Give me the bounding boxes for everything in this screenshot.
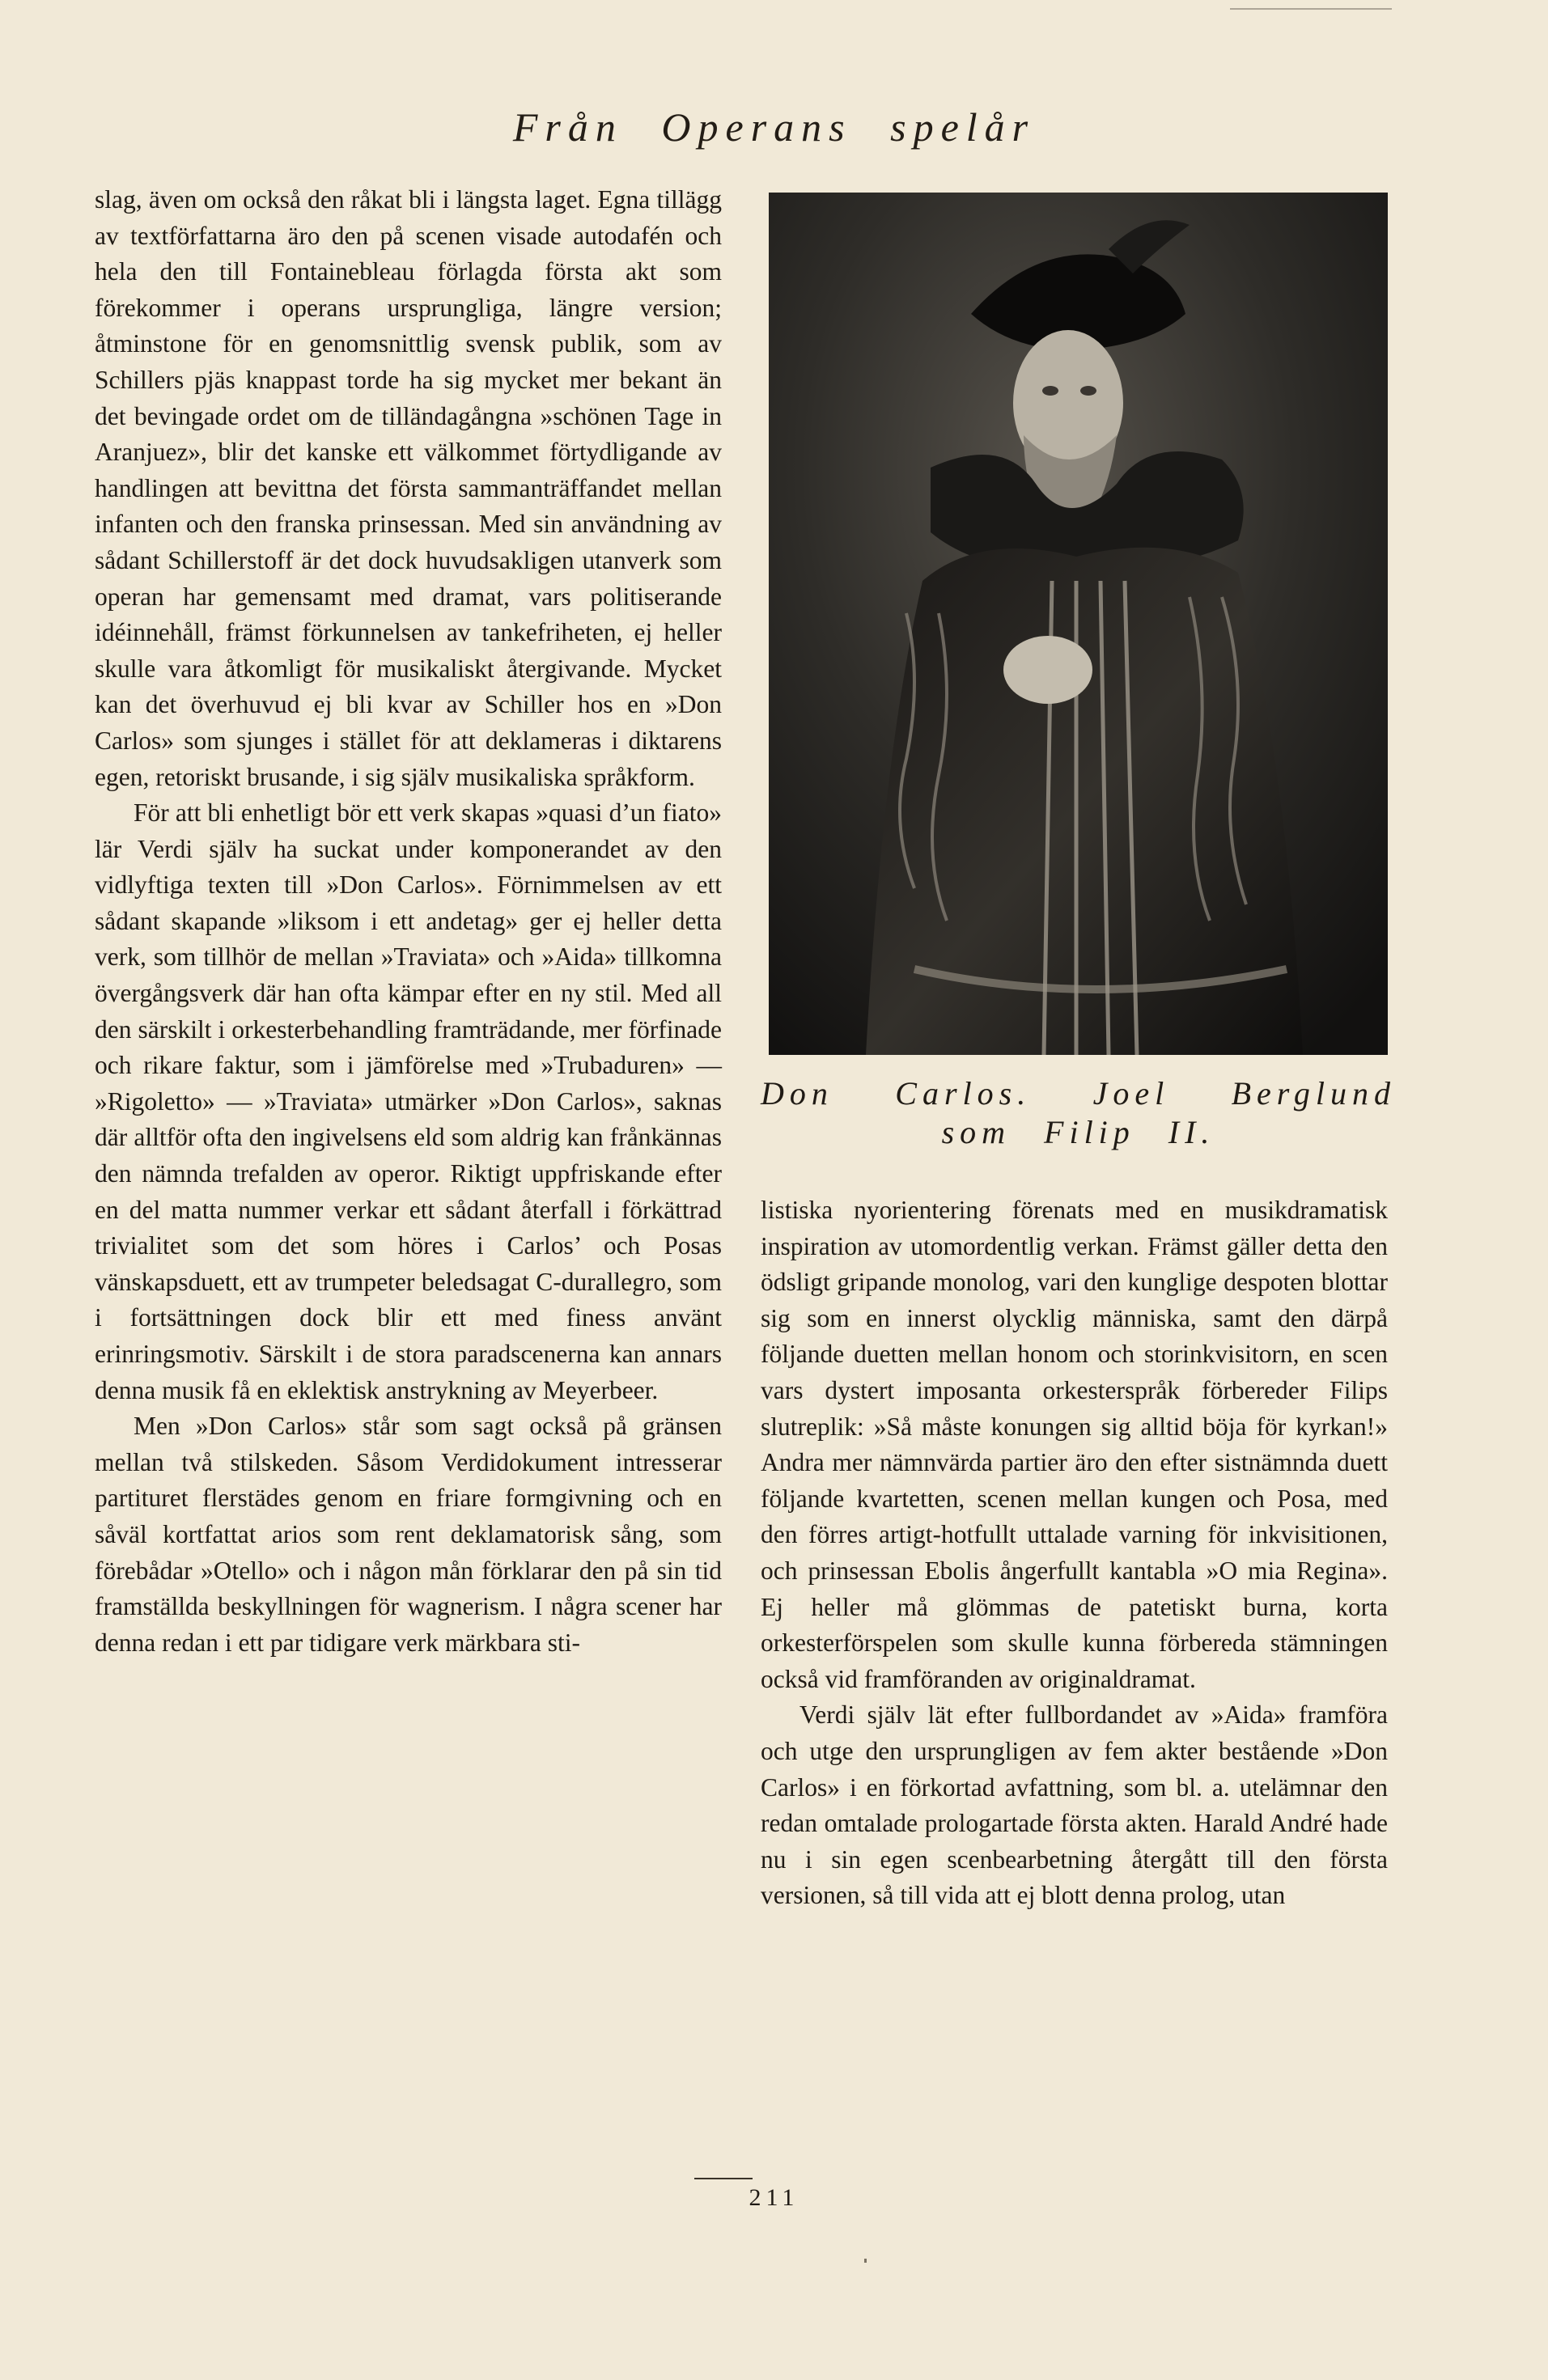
- top-edge-rule: [1230, 8, 1392, 10]
- left-text-column: [95, 182, 722, 1661]
- right-text-column: [761, 1192, 1388, 1914]
- page-number: 211: [749, 2184, 799, 2211]
- paragraph: Verdi själv lät efter fullbordandet av »Aida» framföra och utge den ursprungligen av fem akter bestående »Don Carlos» i en förkortad avfattning, som bl. a. utelämnar den redan omtalade prologartade första akten. Harald André hade nu i sin egen scenbearbetning återgått till den första versionen, så till vida att ej blott denna prolog, utan: [761, 1700, 1388, 1910]
- paragraph: slag, även om också den råkat bli i längsta laget. Egna tillägg av textförfattarna äro den på scenen visade autodafén och hela den till Fontainebleau förlagda första akt som förekommer i operans ursprungliga, längre version; åtminstone för en genomsnittlig svensk publik, som av Schillers pjäs knappast torde ha sig mycket mer bekant än det bevingade ordet om de tilländagångna »schönen Tage in Aranjuez», blir det kanske ett välkommet förtydligande av handlingen att bevittna det första sammanträffandet mellan infanten och den franska prinsessan. Med sin användning av sådant Schillerstoff är det dock huvudsakligen utanverk som operan har gemensamt med dramat, vars politiserande idéinnehåll, främst förkunnelsen av tankefriheten, ej heller skulle vara åtkomligt för musikaliskt återgivande. Mycket kan det överhuvud ej bli kvar av Schiller hos en »Don Carlos» som sjunges i stället för att deklameras i diktarens egen, retoriskt brusande, i sig själv musikaliska språkform.: [95, 185, 722, 791]
- caption-line-1: Don Carlos. Joel Berglund: [761, 1075, 1396, 1112]
- paper-speck: [864, 2259, 867, 2263]
- page-number-rule: [694, 2178, 753, 2179]
- running-head: Från Operans spelår: [512, 104, 1036, 150]
- portrait-photo: [769, 193, 1388, 1055]
- caption-line-2: som Filip II.: [941, 1114, 1215, 1150]
- singer-in-costume-image: [769, 193, 1388, 1055]
- paragraph: listiska nyorientering förenats med en musikdramatisk inspiration av utomordentlig verkan. Främst gäller detta den ödsligt gripande monolog, vari den kunglige despoten blottar sig som en innerst olycklig människa, samt den därpå följande duetten mellan honom och storinkvisitorn, en scen vars dystert imposanta orkesterspråk förbereder Filips slutreplik: »Så måste konungen sig alltid böja för kyrkan!» Andra mer nämnvärda partier äro den efter sistnämnda duett följande kvartetten, scenen mellan kungen och Posa, med den förres artigt-hotfullt uttalade varning för inkvisitionen, och prinsessan Ebolis ångerfullt kantabla »O mia Regina». Ej heller må glömmas de patetiskt burna, korta orkesterförspelen som skulle kunna förbereda stämningen också vid framföranden av originaldramat.: [761, 1196, 1388, 1693]
- paragraph: För att bli enhetligt bör ett verk skapas »quasi d’un fiato» lär Verdi själv ha suckat under komponerandet av den vidlyftiga texten till »Don Carlos». Förnimmelsen av ett sådant skapande »liksom i ett andetag» ger ej heller detta verk, som tillhör de mellan »Traviata» och »Aida» tillkomna övergångsverk där han ofta kämpar efter en ny stil. Med all den särskilt i orkesterbehandling framträdande, mer förfinade och rikare faktur, som i jämförelse med »Trubaduren» — »Rigoletto» — »Traviata» utmärker »Don Carlos», saknas där alltför ofta den ingivelsens eld som aldrig kan frånkännas den nämnda trefalden av operor. Riktigt uppfriskande efter en del matta nummer verkar ett sådant återfall i förkättrad trivialitet som det som höres i Carlos’ och Posas vänskapsduett, ett av trumpeter beledsagat C-durallegro, som i fortsättningen dock blir ett med finess använt erinringsmotiv. Särskilt i de stora paradscenerna kan annars denna musik få en eklektisk anstrykning av Meyerbeer.: [95, 798, 722, 1404]
- photo-caption: [761, 1074, 1396, 1152]
- paragraph: Men »Don Carlos» står som sagt också på gränsen mellan två stilskeden. Såsom Verdidokument intresserar partituret flerstädes genom en friare formgivning och en såväl kortfattat arios som rent deklamatorisk sång, som förebådar »Otello» och i någon mån förklarar den på sin tid framställda beskyllningen för wagnerism. I några scener har denna redan i ett par tidigare verk märkbara sti-: [95, 1412, 722, 1657]
